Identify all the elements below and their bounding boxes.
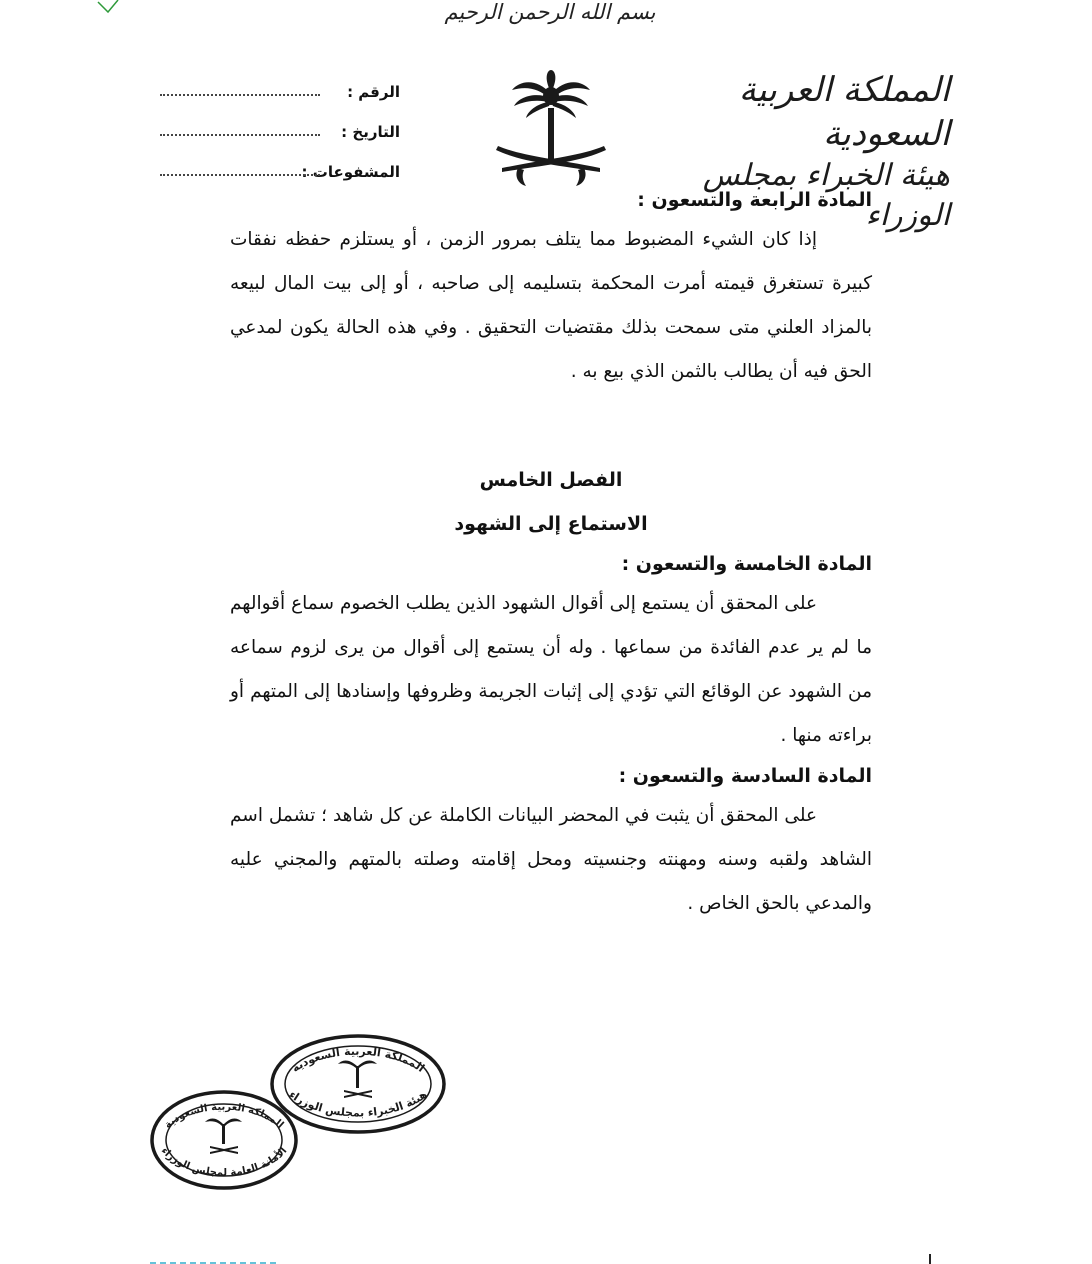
article-96-title: المادة السادسة والتسعون : bbox=[618, 765, 872, 787]
article-94-title: المادة الرابعة والتسعون : bbox=[637, 189, 872, 211]
palm-swords-emblem-icon bbox=[492, 70, 610, 192]
svg-text:هيئة الخبراء بمجلس الوزراء bbox=[287, 1088, 430, 1120]
official-stamps bbox=[148, 1030, 448, 1190]
stamp-2-emblem-icon bbox=[205, 1119, 242, 1155]
attachments-label: المشفوعات : bbox=[301, 163, 400, 181]
commission-stamp bbox=[272, 1036, 444, 1132]
stamp-2-top-text: المملكة العربية السعودية bbox=[162, 1101, 286, 1131]
stamp-1-emblem-icon bbox=[338, 1061, 377, 1099]
reference-number-row bbox=[160, 72, 400, 112]
chapter-title: الاستماع إلى الشهود bbox=[454, 513, 648, 535]
section-spacer bbox=[230, 394, 872, 458]
kingdom-name: المملكة العربية السعودية bbox=[738, 70, 950, 154]
stamp-1-top-text: المملكة العربية السعودية bbox=[289, 1044, 427, 1075]
reference-fields bbox=[160, 72, 400, 192]
stamp-2-bottom-text: الأمانة العامة لمجلس الوزراء bbox=[158, 1145, 290, 1179]
basmala: بسم الله الرحمن الرحيم bbox=[444, 0, 656, 24]
commission-name: هيئة الخبراء بمجلس الوزراء bbox=[702, 158, 950, 233]
stamp-1-bottom-text: هيئة الخبراء بمجلس الوزراء bbox=[286, 1087, 430, 1120]
date-label: التاريخ : bbox=[341, 123, 400, 141]
reference-number-blank bbox=[160, 94, 320, 96]
general-secretariat-stamp bbox=[152, 1092, 296, 1188]
page-footer-marks bbox=[150, 1254, 940, 1264]
article-94-text: إذا كان الشيء المضبوط مما يتلف بمرور الزمن ، أو يستلزم حفظه نفقات كبيرة تستغرق قيمته أمرت المحكمة بتسليمه إلى صاحبه ، أو إلى بيت المال لبيعه بالمزاد العلني متى سمحت بذلك مقتضيات التحقيق . وفي هذه الحالة يكون لمدعي الحق فيه أن يطالب بالثمن الذي بيع به . bbox=[230, 229, 872, 382]
article-95-text: على المحقق أن يستمع إلى أقوال الشهود الذين يطلب الخصوم سماع أقوالهم ما لم ير عدم الفائدة من سماعها . وله أن يستمع إلى أقوال من يرى لزوم سماعه من الشهود عن الوقائع التي تؤدي إلى إثبات الجريمة وظروفها وإسنادها إلى المتهم أو براءته منها . bbox=[230, 593, 872, 746]
document-body bbox=[230, 182, 872, 926]
article-96-text: على المحقق أن يثبت في المحضر البيانات الكاملة عن كل شاهد ؛ تشمل اسم الشاهد ولقبه وسنه ومهنته وجنسيته ومحل إقامته وصلته بالمتهم والمجني عليه والمدعي بالحق الخاص . bbox=[230, 805, 872, 914]
date-blank bbox=[160, 134, 320, 136]
article-95-title: المادة الخامسة والتسعون : bbox=[621, 553, 872, 575]
date-row bbox=[160, 112, 400, 152]
chapter-number: الفصل الخامس bbox=[479, 469, 623, 491]
corner-mark-icon bbox=[96, 0, 120, 14]
attachments-blank bbox=[160, 174, 320, 176]
reference-number-label: الرقم : bbox=[347, 83, 400, 101]
